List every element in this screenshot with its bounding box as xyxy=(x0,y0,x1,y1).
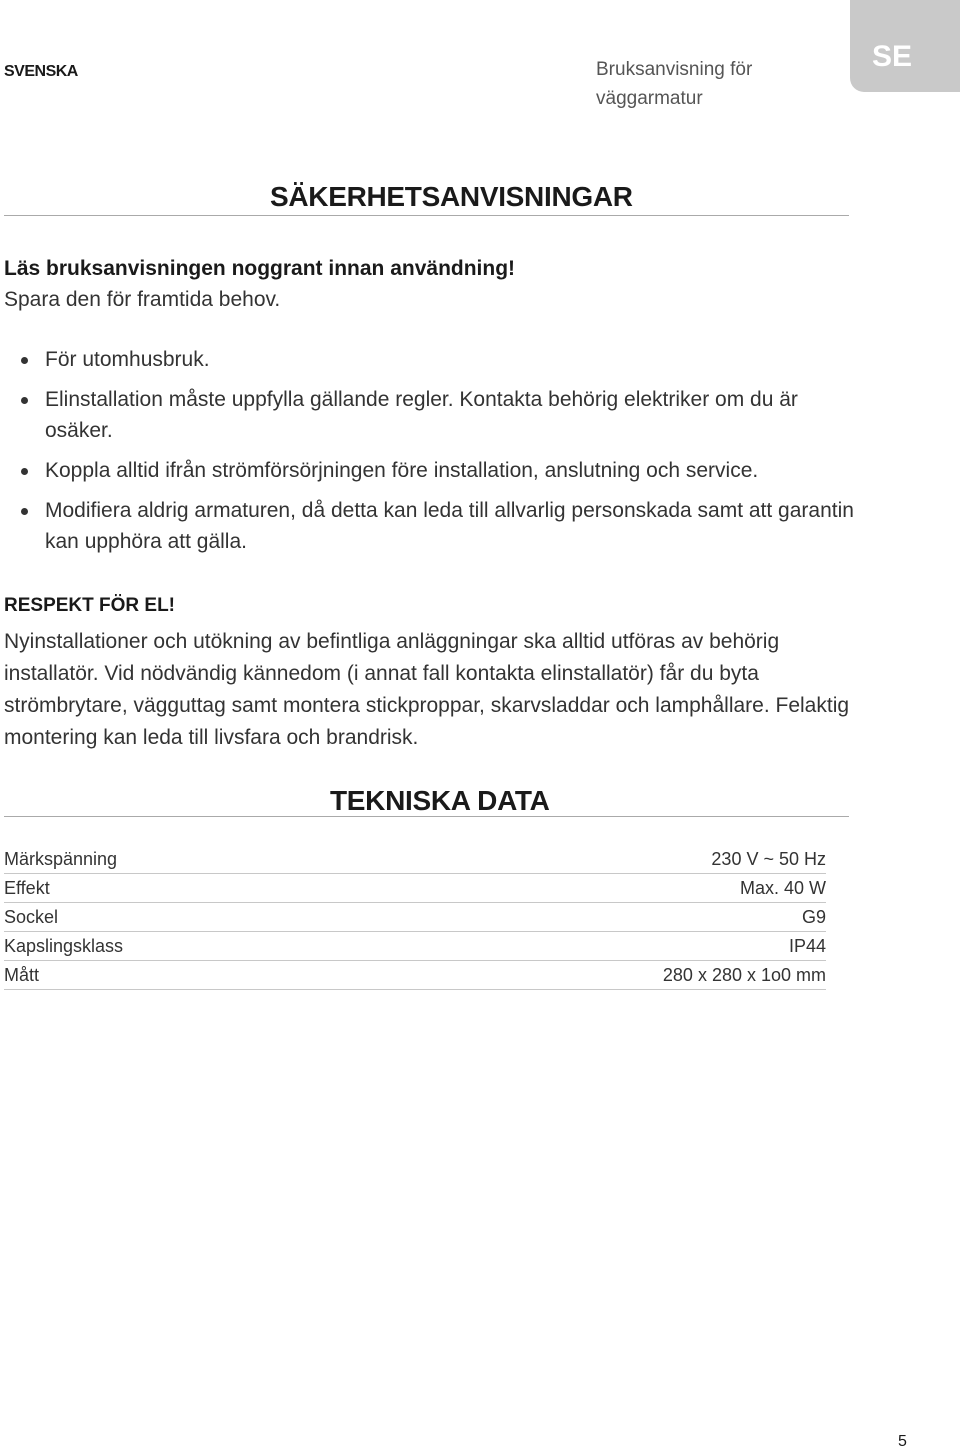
spec-table xyxy=(4,845,826,990)
list-item: Koppla alltid ifrån strömförsörjningen före installation, anslutning och service. xyxy=(4,455,864,486)
tech-title: TEKNISKA DATA xyxy=(330,785,550,816)
list-item: Elinstallation måste uppfylla gällande regler. Kontakta behörig elektriker om du är osäker. xyxy=(4,384,864,446)
table-row xyxy=(4,874,826,903)
bullet-icon xyxy=(21,397,28,404)
spec-label: Mått xyxy=(4,961,351,990)
spec-label: Sockel xyxy=(4,903,351,932)
spec-value: Max. 40 W xyxy=(351,874,826,903)
table-row xyxy=(4,961,826,990)
language-tab xyxy=(850,0,960,92)
spec-value: IP44 xyxy=(351,932,826,961)
spec-value: 280 x 280 x 1o0 mm xyxy=(351,961,826,990)
bullet-icon xyxy=(21,468,28,475)
safety-lead xyxy=(4,253,864,315)
bullet-icon xyxy=(21,357,28,364)
document-subtitle: Bruksanvisning för väggarmatur xyxy=(596,59,753,109)
list-item: Modifiera aldrig armaturen, då detta kan leda till allvarlig personskada samt att garantin kan upphöra att gälla. xyxy=(4,495,864,557)
spec-label: Effekt xyxy=(4,874,351,903)
respekt-text: Nyinstallationer och utökning av befintliga anläggningar ska alltid utföras av behörig installatör. Vid nödvändig kännedom (i annat fall kontakta elinstallatör) får du byta strömbrytare, vägguttag samt montera stickproppar, skarvsladdar och lamphållare. Felaktig montering kan leda till livsfara och brandrisk. xyxy=(4,630,850,749)
safety-lead-bold: Läs bruksanvisningen noggrant innan användning! xyxy=(4,257,516,280)
table-row xyxy=(4,932,826,961)
spec-value: 230 V ~ 50 Hz xyxy=(351,845,826,874)
spec-label: Kapslingsklass xyxy=(4,932,351,961)
safety-title-rule xyxy=(4,215,849,216)
table-row xyxy=(4,845,826,874)
safety-bullet-list xyxy=(4,344,864,566)
table-row xyxy=(4,903,826,932)
safety-title: SÄKERHETSANVISNINGAR xyxy=(270,181,633,212)
language-tab-label: SE xyxy=(872,40,913,73)
tech-title-rule xyxy=(4,816,849,817)
spec-value: G9 xyxy=(351,903,826,932)
respekt-title: RESPEKT FÖR EL! xyxy=(4,595,176,616)
language-label: SVENSKA xyxy=(4,63,78,80)
page-number: 5 xyxy=(898,1433,907,1450)
bullet-icon xyxy=(21,508,28,515)
list-item: För utomhusbruk. xyxy=(4,344,864,375)
spec-label: Märkspänning xyxy=(4,845,351,874)
safety-lead-normal: Spara den för framtida behov. xyxy=(4,288,281,311)
